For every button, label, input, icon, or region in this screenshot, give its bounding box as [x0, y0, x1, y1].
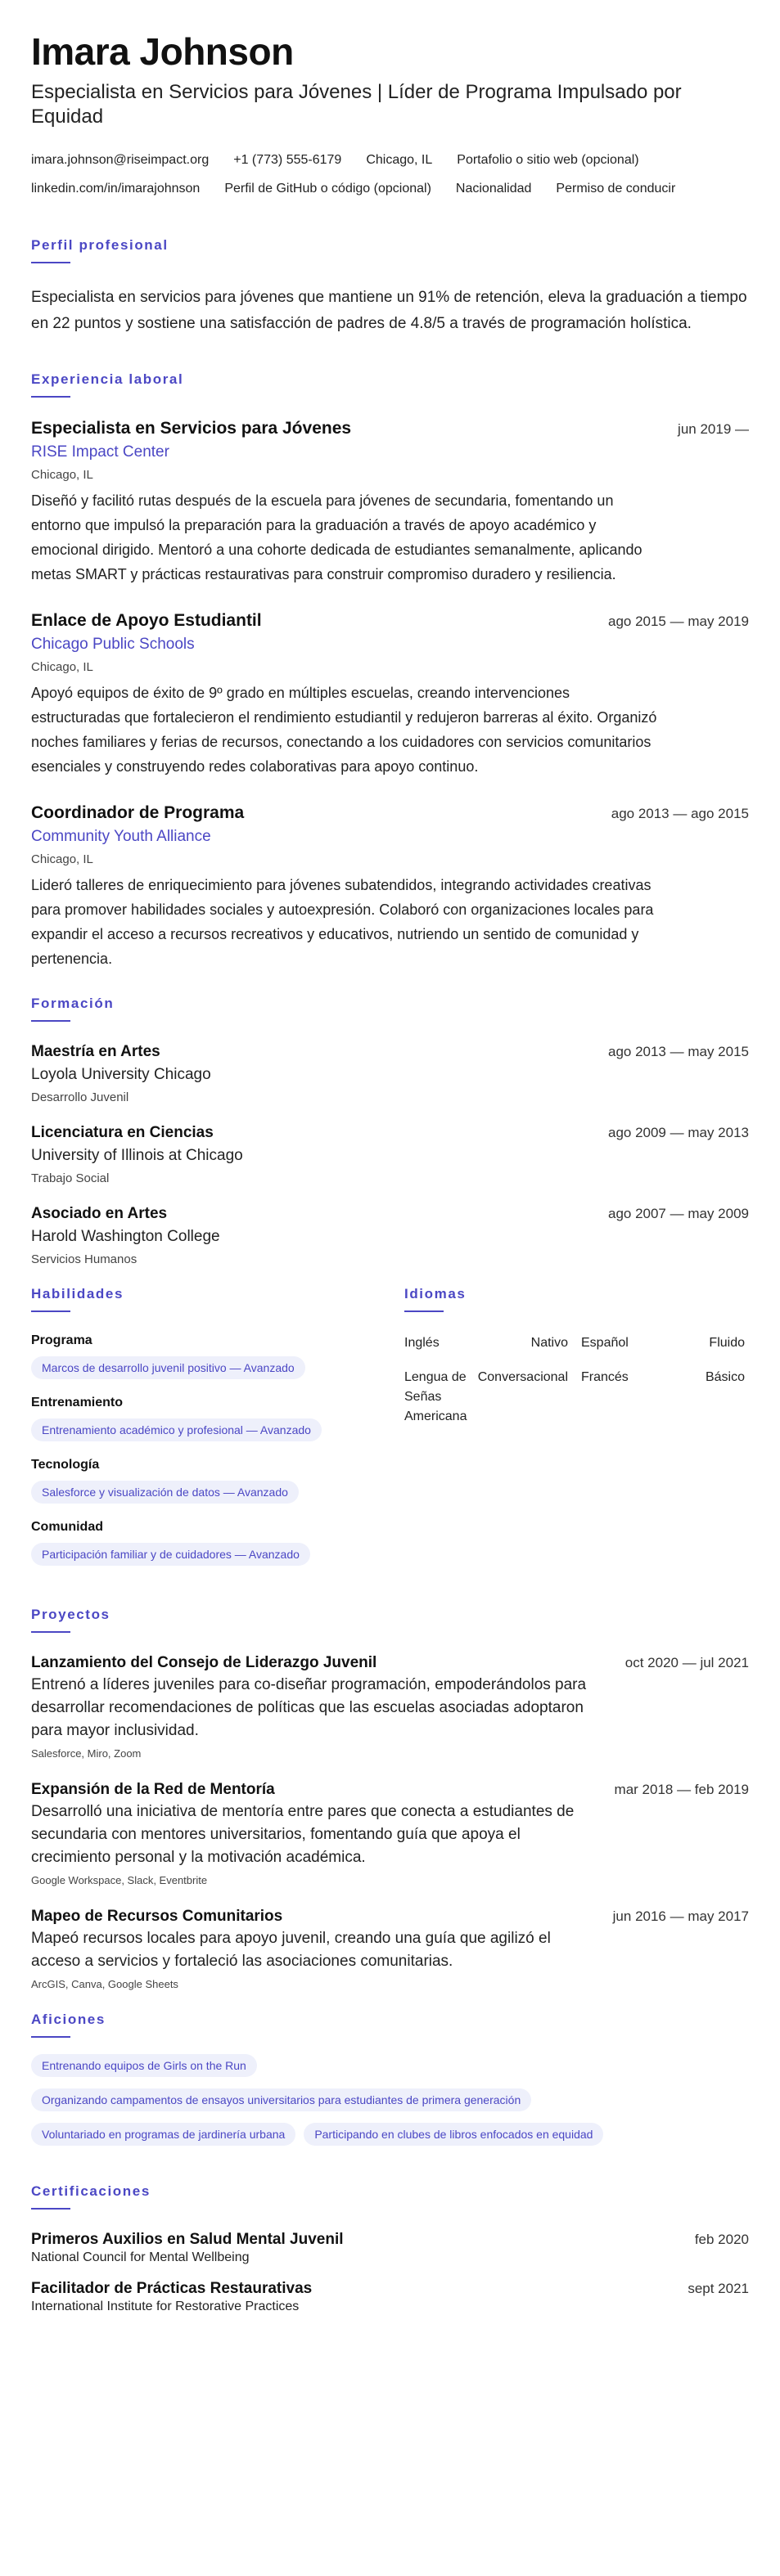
section-divider — [31, 1310, 70, 1312]
job-title: Coordinador de Programa — [31, 803, 245, 822]
language-name: Español — [581, 1336, 629, 1350]
section-title: Idiomas — [404, 1286, 467, 1301]
contact-phone[interactable]: +1 (773) 555-6179 — [233, 153, 342, 167]
section-divider — [31, 1631, 70, 1633]
education-entry — [31, 1043, 749, 1104]
experience-entry — [31, 803, 749, 971]
profile-section — [31, 237, 749, 337]
skill-group — [31, 1458, 404, 1504]
language-level: Fluido — [709, 1336, 745, 1350]
job-title: Enlace de Apoyo Estudiantil — [31, 611, 262, 630]
project-entry — [31, 1908, 749, 1990]
skill-category: Comunidad — [31, 1520, 103, 1534]
person-headline: Especialista en Servicios para Jóvenes | Líder de Programa Impulsado por Equidad — [31, 81, 682, 128]
certification-name: Facilitador de Prácticas Restaurativas — [31, 2280, 313, 2297]
section-divider — [31, 262, 70, 263]
language-name: Inglés — [404, 1336, 440, 1350]
project-name: Mapeo de Recursos Comunitarios — [31, 1908, 283, 1925]
skill-group — [31, 1396, 404, 1441]
contact-linkedin[interactable]: linkedin.com/in/imarajohnson — [31, 182, 201, 196]
contact-nationality: Nacionalidad — [455, 182, 532, 196]
project-name: Lanzamiento del Consejo de Liderazgo Juvenil — [31, 1654, 377, 1671]
job-location: Chicago, IL — [31, 468, 93, 482]
project-description: Entrenó a líderes juveniles para co-diseñar programación, empoderándolos para desarrollar recomendaciones de políticas que las escuelas asociadas adoptaron para mayor inclusividad. — [31, 1676, 587, 1739]
section-title: Formación — [31, 996, 115, 1011]
field-of-study: Servicios Humanos — [31, 1252, 138, 1266]
section-title: Certificaciones — [31, 2183, 151, 2199]
contact-email[interactable]: imara.johnson@riseimpact.org — [31, 153, 210, 167]
job-dates: jun 2019 — — [678, 421, 749, 437]
project-tools: ArcGIS, Canva, Google Sheets — [31, 1978, 178, 1990]
section-divider — [31, 396, 70, 398]
language-item — [404, 1368, 568, 1427]
field-of-study: Trabajo Social — [31, 1171, 110, 1185]
project-entry — [31, 1654, 749, 1760]
hobby-tag: Entrenando equipos de Girls on the Run — [31, 2054, 257, 2077]
degree-title: Asociado en Artes — [31, 1205, 168, 1222]
person-name: Imara Johnson — [31, 30, 294, 73]
school-name: University of Illinois at Chicago — [31, 1147, 243, 1164]
job-description: Lideró talleres de enriquecimiento para jóvenes subatendidos, integrando actividades creativas para promover habilidades sociales y autoexpresión. Colaboró con organizaciones locales para expandir el acceso a recursos recreativos y educativos, nutriendo un sentido de comunidad y pertenencia. — [31, 877, 654, 967]
project-dates: jun 2016 — may 2017 — [612, 1908, 749, 1924]
hobby-tag: Organizando campamentos de ensayos universitarios para estudiantes de primera generación — [31, 2088, 531, 2111]
field-of-study: Desarrollo Juvenil — [31, 1090, 129, 1104]
resume-header — [31, 29, 749, 203]
certification-date: sept 2021 — [688, 2281, 749, 2296]
contact-list — [31, 146, 760, 203]
job-title: Especialista en Servicios para Jóvenes — [31, 419, 352, 438]
language-name: Lengua de Señas Americana — [404, 1370, 467, 1423]
language-level: Conversacional — [477, 1370, 568, 1384]
language-item — [404, 1333, 568, 1353]
section-title: Experiencia laboral — [31, 371, 184, 387]
skill-tag: Marcos de desarrollo juvenil positivo — Avanzado — [31, 1356, 305, 1379]
projects-section — [31, 1607, 749, 1990]
skill-category: Entrenamiento — [31, 1396, 124, 1409]
project-dates: mar 2018 — feb 2019 — [614, 1782, 749, 1797]
skill-category: Programa — [31, 1333, 92, 1347]
education-dates: ago 2007 — may 2009 — [607, 1206, 749, 1221]
language-level: Nativo — [530, 1336, 568, 1350]
school-name: Harold Washington College — [31, 1228, 220, 1245]
experience-section — [31, 371, 749, 971]
job-description: Diseñó y facilitó rutas después de la escuela para jóvenes de secundaria, fomentando un entorno que impulsó la preparación para la graduación a través de apoyo académico y emocional dirigido. Mentoró a una cohorte dedicada de estudiantes semanalmente, aplicando metas SMART y prácticas restaurativas para construir compromiso duradero y resiliencia. — [31, 492, 642, 582]
contact-drivers-license: Permiso de conducir — [556, 182, 676, 196]
project-name: Expansión de la Red de Mentoría — [31, 1781, 275, 1798]
skill-group — [31, 1333, 404, 1379]
project-description: Mapeó recursos locales para apoyo juvenil, creando una guía que agilizó el acceso a servicios y fortaleció las asociaciones comunitarias. — [31, 1930, 551, 1970]
job-dates: ago 2015 — may 2019 — [607, 614, 749, 629]
hobby-tag: Voluntariado en programas de jardinería urbana — [31, 2123, 295, 2146]
education-dates: ago 2009 — may 2013 — [607, 1125, 749, 1140]
skill-tag: Salesforce y visualización de datos — Avanzado — [31, 1481, 299, 1504]
skills-section — [31, 1286, 404, 1582]
language-name: Francés — [581, 1370, 629, 1384]
profile-summary: Especialista en servicios para jóvenes que mantiene un 91% de retención, eleva la graduación a tiempo en 22 puntos y sostiene una satisfacción de padres de 4.8/5 a través de programación holística. — [31, 289, 747, 332]
project-description: Desarrolló una iniciativa de mentoría entre pares que conecta a estudiantes de secundaria con mentores universitarios, fomentando guía que apoya el crecimiento personal y la motivación académica. — [31, 1803, 575, 1866]
section-title: Aficiones — [31, 2012, 106, 2027]
job-dates: ago 2013 — ago 2015 — [611, 806, 749, 821]
skill-group — [31, 1520, 404, 1566]
contact-github[interactable]: Perfil de GitHub o código (opcional) — [224, 182, 431, 196]
section-title: Habilidades — [31, 1286, 124, 1301]
language-item — [581, 1333, 745, 1353]
section-title: Proyectos — [31, 1607, 110, 1622]
language-item — [581, 1368, 745, 1427]
education-entry — [31, 1124, 749, 1185]
education-section — [31, 996, 749, 1266]
degree-title: Maestría en Artes — [31, 1043, 160, 1060]
languages-section — [404, 1286, 748, 1582]
certifications-section — [31, 2183, 749, 2314]
project-tools: Salesforce, Miro, Zoom — [31, 1747, 142, 1760]
section-divider — [404, 1310, 444, 1312]
contact-portfolio[interactable]: Portafolio o sitio web (opcional) — [457, 153, 639, 167]
certification-date: feb 2020 — [694, 2232, 749, 2247]
project-dates: oct 2020 — jul 2021 — [624, 1655, 749, 1670]
certification-entry — [31, 2280, 749, 2314]
hobby-tag: Participando en clubes de libros enfocados en equidad — [304, 2123, 603, 2146]
certification-issuer: National Council for Mental Wellbeing — [31, 2250, 250, 2264]
section-divider — [31, 2208, 70, 2210]
education-entry — [31, 1205, 749, 1266]
job-employer: RISE Impact Center — [31, 443, 169, 461]
skill-tag: Participación familiar y de cuidadores — Avanzado — [31, 1543, 310, 1566]
skill-category: Tecnología — [31, 1458, 100, 1472]
job-location: Chicago, IL — [31, 852, 93, 866]
skills-languages-row — [31, 1286, 749, 1582]
section-divider — [31, 1020, 70, 1022]
section-divider — [31, 2036, 70, 2038]
experience-entry — [31, 611, 749, 779]
certification-name: Primeros Auxilios en Salud Mental Juvenil — [31, 2231, 344, 2248]
skill-tag: Entrenamiento académico y profesional — Avanzado — [31, 1418, 322, 1441]
education-dates: ago 2013 — may 2015 — [607, 1044, 749, 1059]
job-employer: Chicago Public Schools — [31, 636, 195, 653]
certification-issuer: International Institute for Restorative Practices — [31, 2300, 300, 2313]
section-title: Perfil profesional — [31, 237, 169, 253]
certification-entry — [31, 2231, 749, 2265]
job-employer: Community Youth Alliance — [31, 828, 211, 845]
contact-location: Chicago, IL — [366, 153, 433, 167]
project-entry — [31, 1781, 749, 1886]
degree-title: Licenciatura en Ciencias — [31, 1124, 214, 1141]
hobbies-section — [31, 2012, 749, 2157]
job-location: Chicago, IL — [31, 660, 93, 674]
job-description: Apoyó equipos de éxito de 9º grado en múltiples escuelas, creando intervenciones estructuradas que fortalecieron el rendimiento estudiantil y redujeron barreras al éxito. Organizó noches familiares y ferias de recursos, conectando a los cuidadores con servicios comunitarios esenciales y construyendo redes colaborativas para apoyo continuo. — [31, 685, 657, 775]
experience-entry — [31, 419, 749, 587]
project-tools: Google Workspace, Slack, Eventbrite — [31, 1874, 208, 1886]
school-name: Loyola University Chicago — [31, 1066, 211, 1083]
language-level: Básico — [705, 1370, 745, 1384]
